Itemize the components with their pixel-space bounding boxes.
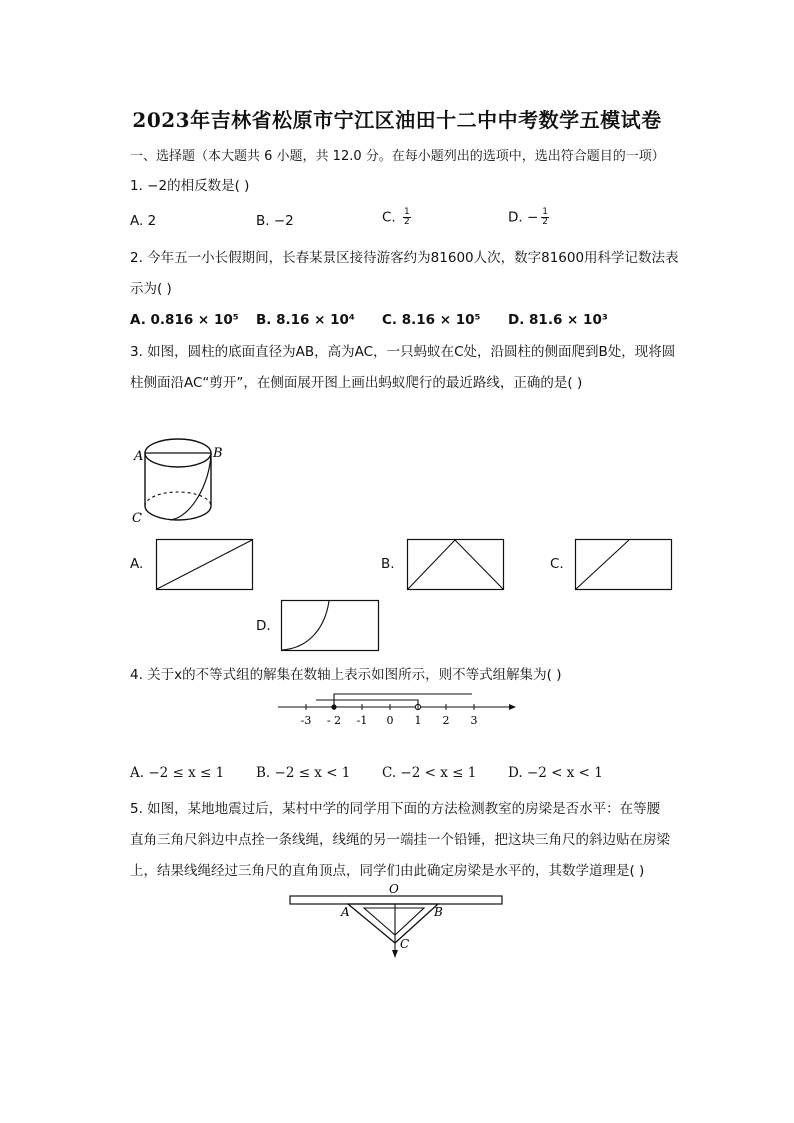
cylinder-figure [130,430,230,530]
q2-option-b: B. 8.16 × 10⁴ [256,312,355,328]
q3-line2: 柱侧面沿AC“剪开”，在侧面展开图上画出蚂蚁爬行的最近路线，正确的是( ) [130,375,583,391]
q2-option-c: C. 8.16 × 10⁵ [382,312,481,328]
label-a: A [341,905,350,919]
q3-option-a-figure [156,539,254,591]
tick-label: 2 [442,714,450,727]
q1-option-d-label: D. − [508,209,539,226]
q1-d-denominator: 2 [542,217,549,227]
q4-stem: 4. 关于x的不等式组的解集在数轴上表示如图所示，则不等式组解集为( ) [130,667,562,683]
q5-line3: 上，结果线绳经过三角尺的直角顶点，同学们由此确定房梁是水平的，其数学道理是( ) [130,863,645,879]
q1-option-c [382,208,411,227]
q1-option-d [508,208,549,227]
q4-option-c: C. −2 < x ≤ 1 [382,765,477,781]
q1-c-denominator: 2 [404,217,410,227]
q4-option-d: D. −2 < x < 1 [508,765,603,781]
q4-option-b: B. −2 ≤ x < 1 [256,765,351,781]
label-c: C [400,937,410,951]
tick-label: - 2 [326,714,342,727]
q3-line1: 3. 如图，圆柱的底面直径为AB，高为AC，一只蚂蚁在C处，沿圆柱的侧面爬到B处，现将圆 [130,344,676,360]
q3-option-c-figure [575,539,673,591]
label-a: A [134,449,144,464]
q2-option-d: D. 81.6 × 10³ [508,312,608,328]
beam-triangle-figure [288,880,504,962]
tick-label: 1 [414,714,422,727]
page-title: 2023年吉林省松原市宁江区油田十二中中考数学五模试卷 [132,108,662,132]
q1-option-b: B. −2 [256,213,294,229]
tick-label: -1 [356,714,368,727]
q1-option-c-label: C. [382,209,401,226]
q3-option-a: A. [130,556,144,572]
q3-option-c: C. [550,556,564,572]
label-b: B [213,446,223,461]
q3-option-b-figure [407,539,505,591]
label-o: O [389,882,399,896]
tick-label: -3 [300,714,312,727]
number-line-figure [270,688,520,733]
q1-option-a: A. 2 [130,213,157,229]
q2-line2: 示为( ) [130,281,172,297]
q1-d-numerator: 1 [542,207,549,217]
q2-option-a: A. 0.816 × 10⁵ [130,312,239,328]
q5-line2: 直角三角尺斜边中点拴一条线绳，线绳的另一端挂一个铅锤，把这块三角尺的斜边贴在房梁 [130,832,670,848]
q2-line1: 2. 今年五一小长假期间，长春某景区接待游客约为81600人次，数字81600用科学记数法表 [130,250,679,266]
q1-stem: 1. −2的相反数是( ) [130,178,250,194]
q3-option-d: D. [256,618,271,634]
tick-label: 3 [470,714,478,727]
q4-option-a: A. −2 ≤ x ≤ 1 [130,765,225,781]
q3-option-d-figure [281,600,381,652]
q1-c-numerator: 1 [404,207,410,217]
q3-option-b: B. [381,556,395,572]
q5-line1: 5. 如图，某地地震过后，某村中学的同学用下面的方法检测教室的房梁是否水平：在等腰 [130,801,661,817]
section-heading: 一、选择题（本大题共 6 小题，共 12.0 分。在每小题列出的选项中，选出符合题目的一项） [130,149,665,164]
tick-label: 0 [386,714,394,727]
label-c: C [132,511,142,526]
label-b: B [434,905,443,919]
